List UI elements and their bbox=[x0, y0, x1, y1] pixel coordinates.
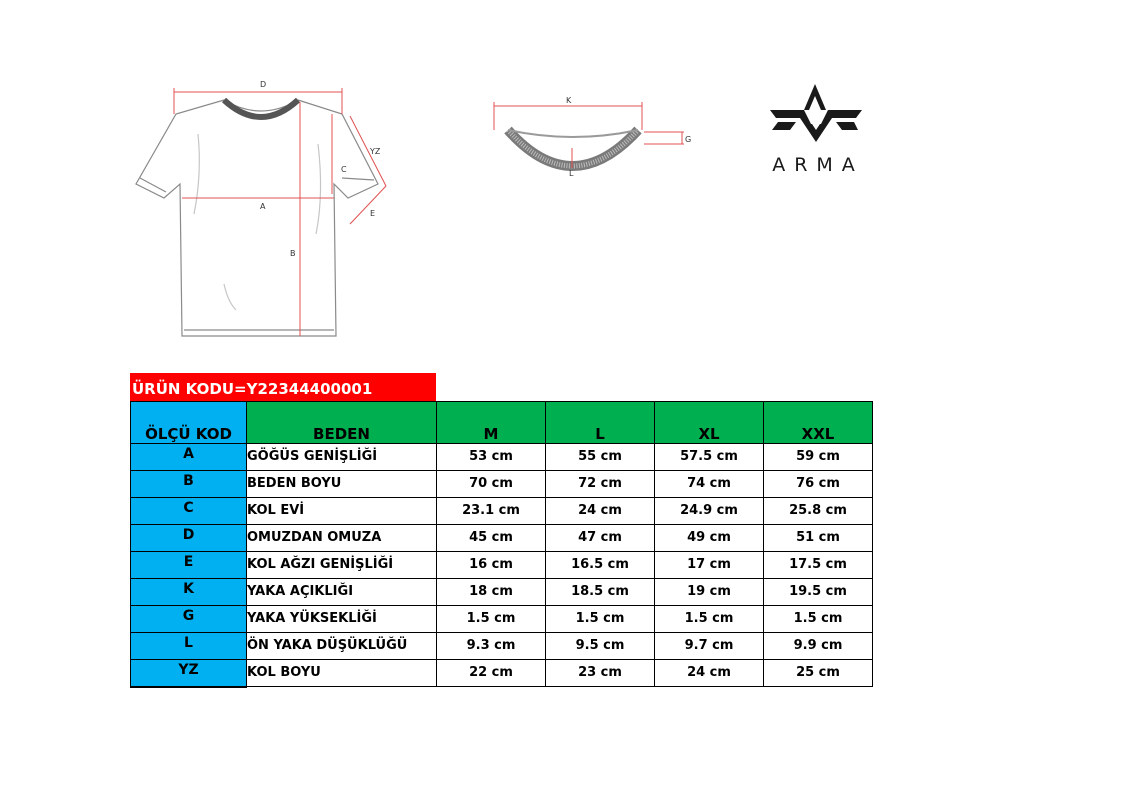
arma-emblem-icon bbox=[766, 80, 864, 150]
measure-value-cell: 17.5 cm bbox=[764, 552, 873, 579]
collar-label-k: K bbox=[566, 96, 572, 105]
measure-value-cell: 19 cm bbox=[655, 579, 764, 606]
measure-value-cell: 23 cm bbox=[546, 660, 655, 687]
table-row bbox=[131, 498, 873, 525]
measure-value-cell: 76 cm bbox=[764, 471, 873, 498]
measure-value-cell: 53 cm bbox=[437, 444, 546, 471]
table-row bbox=[131, 444, 873, 471]
tshirt-measurement-diagram bbox=[128, 74, 400, 346]
measure-value-cell: 9.3 cm bbox=[437, 633, 546, 660]
table-row bbox=[131, 525, 873, 552]
measure-value-cell: 18 cm bbox=[437, 579, 546, 606]
table-row bbox=[131, 606, 873, 633]
size-header-m: M bbox=[437, 402, 546, 444]
measure-name-cell: KOL BOYU bbox=[247, 660, 437, 687]
collar-label-g: G bbox=[685, 135, 692, 144]
measure-value-cell: 25 cm bbox=[764, 660, 873, 687]
size-header-xl: XL bbox=[655, 402, 764, 444]
measure-value-cell: 24 cm bbox=[546, 498, 655, 525]
diagram-label-e: E bbox=[370, 209, 376, 218]
measure-value-cell: 70 cm bbox=[437, 471, 546, 498]
table-header-row bbox=[131, 402, 873, 444]
measure-value-cell: 24.9 cm bbox=[655, 498, 764, 525]
size-header-xxl: XXL bbox=[764, 402, 873, 444]
measure-code-cell: K bbox=[131, 579, 247, 606]
measure-code-cell: YZ bbox=[131, 660, 247, 687]
measure-name-cell: YAKA AÇIKLIĞI bbox=[247, 579, 437, 606]
measure-code-cell: A bbox=[131, 444, 247, 471]
measure-value-cell: 18.5 cm bbox=[546, 579, 655, 606]
measure-value-cell: 1.5 cm bbox=[546, 606, 655, 633]
table-row bbox=[131, 552, 873, 579]
diagram-label-d: D bbox=[260, 80, 267, 89]
measure-name-cell: OMUZDAN OMUZA bbox=[247, 525, 437, 552]
measure-code-cell: B bbox=[131, 471, 247, 498]
measure-value-cell: 55 cm bbox=[546, 444, 655, 471]
measure-value-cell: 1.5 cm bbox=[437, 606, 546, 633]
measure-value-cell: 17 cm bbox=[655, 552, 764, 579]
measure-value-cell: 59 cm bbox=[764, 444, 873, 471]
brand-logo bbox=[766, 80, 864, 180]
size-chart-table bbox=[130, 401, 873, 688]
measure-code-cell: L bbox=[131, 633, 247, 660]
measure-value-cell: 9.5 cm bbox=[546, 633, 655, 660]
product-code: ÜRÜN KODU=Y22344400001 bbox=[130, 373, 436, 401]
measure-code-cell: D bbox=[131, 525, 247, 552]
measure-value-cell: 16 cm bbox=[437, 552, 546, 579]
size-header-l: L bbox=[546, 402, 655, 444]
diagram-label-a: A bbox=[260, 202, 266, 211]
table-row bbox=[131, 579, 873, 606]
measure-value-cell: 19.5 cm bbox=[764, 579, 873, 606]
measure-name-cell: ÖN YAKA DÜŞÜKLÜĞÜ bbox=[247, 633, 437, 660]
measure-code-cell: E bbox=[131, 552, 247, 579]
brand-name: ARMA bbox=[772, 154, 864, 176]
measure-value-cell: 51 cm bbox=[764, 525, 873, 552]
measure-value-cell: 57.5 cm bbox=[655, 444, 764, 471]
name-column-header: BEDEN bbox=[247, 402, 437, 444]
measure-value-cell: 9.9 cm bbox=[764, 633, 873, 660]
measure-name-cell: KOL AĞZI GENİŞLİĞİ bbox=[247, 552, 437, 579]
measure-name-cell: KOL EVİ bbox=[247, 498, 437, 525]
measure-name-cell: GÖĞÜS GENİŞLİĞİ bbox=[247, 444, 437, 471]
diagram-label-c: C bbox=[341, 165, 347, 174]
measure-value-cell: 1.5 cm bbox=[655, 606, 764, 633]
measure-value-cell: 23.1 cm bbox=[437, 498, 546, 525]
measure-value-cell: 47 cm bbox=[546, 525, 655, 552]
measure-value-cell: 16.5 cm bbox=[546, 552, 655, 579]
measure-value-cell: 45 cm bbox=[437, 525, 546, 552]
code-column-header: ÖLÇÜ KOD bbox=[131, 402, 247, 444]
collar-measurement-diagram bbox=[488, 92, 696, 182]
measure-value-cell: 1.5 cm bbox=[764, 606, 873, 633]
table-row bbox=[131, 633, 873, 660]
measure-code-cell: C bbox=[131, 498, 247, 525]
table-row bbox=[131, 471, 873, 498]
table-row bbox=[131, 660, 873, 687]
collar-label-l: L bbox=[569, 169, 574, 178]
measure-value-cell: 9.7 cm bbox=[655, 633, 764, 660]
measure-value-cell: 25.8 cm bbox=[764, 498, 873, 525]
measure-value-cell: 24 cm bbox=[655, 660, 764, 687]
measure-code-cell: G bbox=[131, 606, 247, 633]
diagram-label-yz: YZ bbox=[370, 147, 381, 156]
measure-name-cell: BEDEN BOYU bbox=[247, 471, 437, 498]
measure-value-cell: 74 cm bbox=[655, 471, 764, 498]
measure-value-cell: 72 cm bbox=[546, 471, 655, 498]
measure-name-cell: YAKA YÜKSEKLİĞİ bbox=[247, 606, 437, 633]
measure-value-cell: 22 cm bbox=[437, 660, 546, 687]
measure-value-cell: 49 cm bbox=[655, 525, 764, 552]
diagram-label-b: B bbox=[290, 249, 296, 258]
